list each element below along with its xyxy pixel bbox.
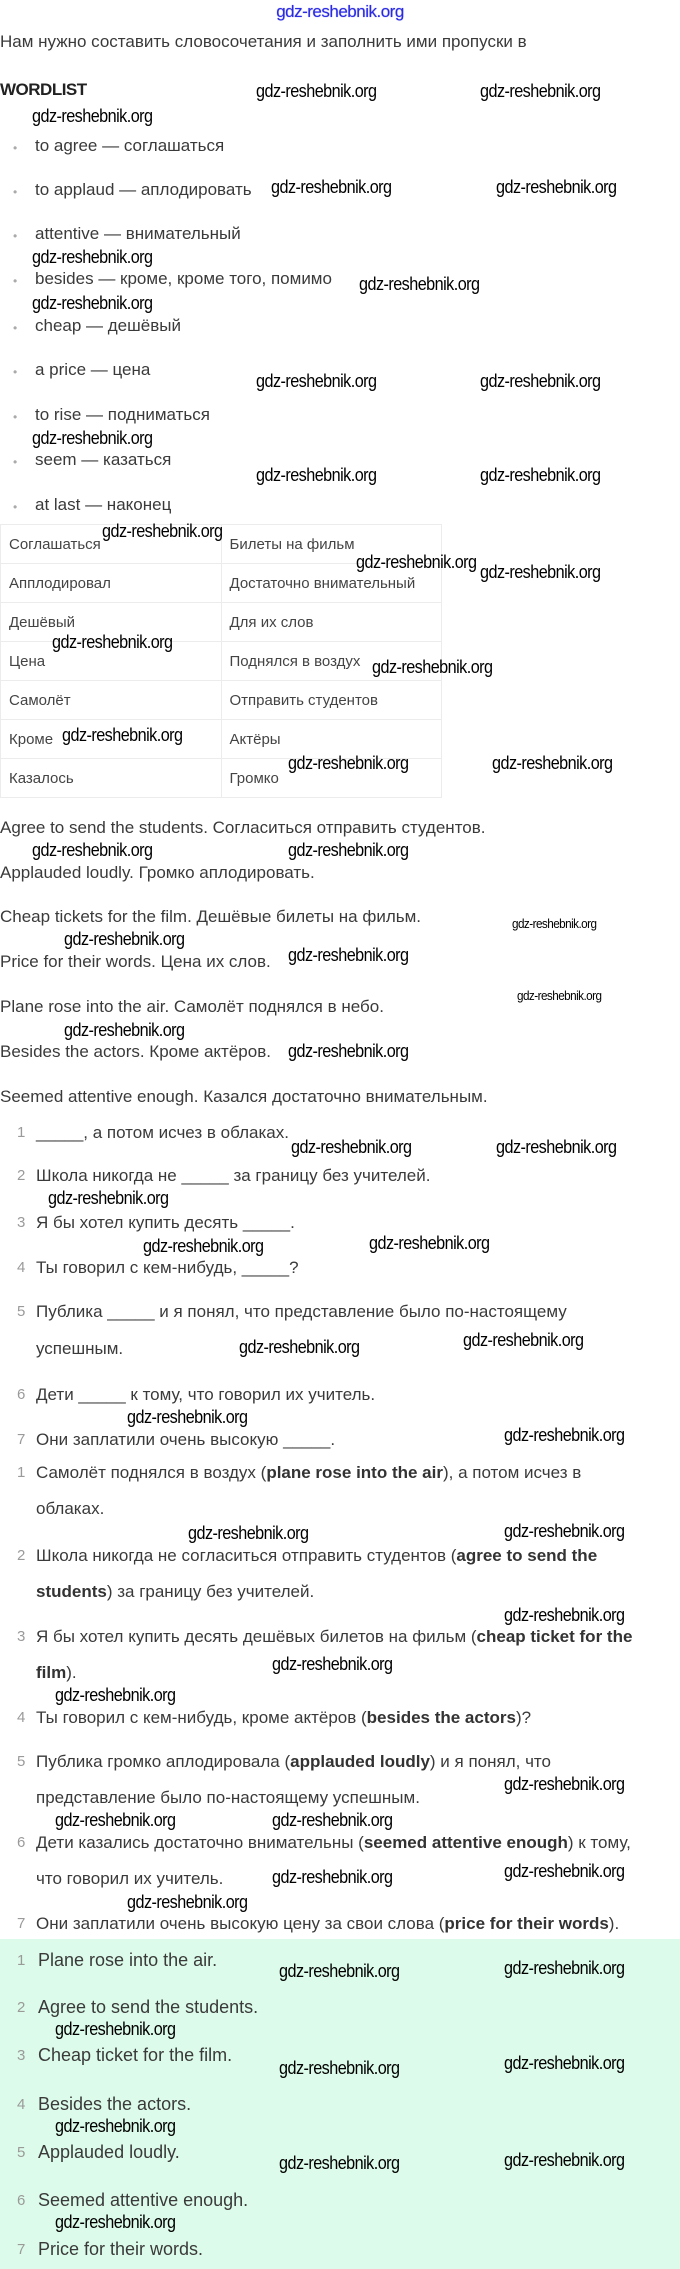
item-number: 2 <box>17 1999 26 2016</box>
wordlist-item: to agree — соглашаться <box>35 136 225 155</box>
answer-line <box>36 1581 314 1603</box>
table-cell <box>1 759 222 798</box>
watermark: gdz-reshebnik.org <box>55 2116 176 2136</box>
wordlist-item: seem — казаться <box>35 450 172 469</box>
watermark: gdz-reshebnik.org <box>143 1236 264 1256</box>
table-cell-text: Кроме <box>9 730 54 748</box>
item-number: 2 <box>17 1167 26 1184</box>
phrase: Price for their words. Цена их слов. <box>0 952 271 971</box>
watermark: gdz-reshebnik.org <box>127 1407 248 1427</box>
wordlist-item: at last — наконец <box>35 495 172 514</box>
answer-text: Дети казались достаточно внимательны ( <box>36 1833 364 1852</box>
table-cell-text: Самолёт <box>9 691 71 709</box>
answer-text: облаках. <box>36 1499 105 1518</box>
watermark: gdz-reshebnik.org <box>32 840 153 860</box>
answer-phrase: applauded loudly <box>290 1752 430 1771</box>
final-answer: Plane rose into the air. <box>38 1950 218 1970</box>
watermark: gdz-reshebnik.org <box>504 1425 625 1445</box>
bullet-icon: • <box>13 455 18 469</box>
watermark: gdz-reshebnik.org <box>512 916 597 931</box>
watermark: gdz-reshebnik.org <box>271 177 392 197</box>
item-number: 2 <box>17 1547 26 1564</box>
exercise-line: Я бы хотел купить десять _____. <box>36 1213 295 1232</box>
final-answer: Besides the actors. <box>38 2094 192 2114</box>
watermark: gdz-reshebnik.org <box>32 247 153 267</box>
answer-text: Школа никогда не согласиться отправить студентов ( <box>36 1546 457 1565</box>
item-number: 3 <box>17 1628 26 1645</box>
answer-text: Самолёт поднялся в воздух ( <box>36 1463 267 1482</box>
answer-phrase: plane rose into the air <box>266 1463 443 1482</box>
answer-text: )? <box>515 1708 532 1727</box>
answer-line <box>36 1868 223 1890</box>
bullet-icon: • <box>13 229 18 243</box>
watermark: gdz-reshebnik.org <box>288 945 409 965</box>
watermark: gdz-reshebnik.org <box>272 1867 393 1887</box>
answer-line <box>36 1662 77 1684</box>
answer-text: представление было по-настоящему успешным. <box>36 1788 420 1807</box>
answer-text: ), а потом исчез в <box>442 1463 582 1482</box>
bullet-icon: • <box>13 185 18 199</box>
answer-text: что говорил их учитель. <box>36 1869 224 1888</box>
watermark: gdz-reshebnik.org <box>480 562 601 582</box>
bullet-icon: • <box>13 321 18 335</box>
answer-line <box>36 1626 632 1648</box>
answer-line <box>36 1462 581 1484</box>
item-number: 4 <box>17 2096 26 2113</box>
table-cell-text: Для их слов <box>229 613 314 631</box>
watermark: gdz-reshebnik.org <box>480 371 601 391</box>
intro-text: Нам нужно составить словосочетания и заполнить ими пропуски в <box>0 32 527 51</box>
item-number: 3 <box>17 1214 26 1231</box>
final-answer: Agree to send the students. <box>38 1997 259 2017</box>
wordlist-title: WORDLIST <box>0 80 87 99</box>
exercise-line: Они заплатили очень высокую _____. <box>36 1430 336 1449</box>
watermark: gdz-reshebnik.org <box>62 725 183 745</box>
item-number: 5 <box>17 1303 26 1320</box>
watermark: gdz-reshebnik.org <box>32 106 153 126</box>
bullet-icon: • <box>13 365 18 379</box>
watermark: gdz-reshebnik.org <box>256 371 377 391</box>
wordlist-item: to rise — подниматься <box>35 405 210 424</box>
answer-phrase: cheap ticket for the <box>476 1627 633 1646</box>
answer-line <box>36 1913 619 1935</box>
watermark: gdz-reshebnik.org <box>48 1188 169 1208</box>
watermark: gdz-reshebnik.org <box>288 840 409 860</box>
watermark: gdz-reshebnik.org <box>504 1861 625 1881</box>
watermark: gdz-reshebnik.org <box>64 929 185 949</box>
final-answer: Seemed attentive enough. <box>38 2190 249 2210</box>
watermark: gdz-reshebnik.org <box>55 1810 176 1830</box>
watermark: gdz-reshebnik.org <box>272 1654 393 1674</box>
exercise-line: Ты говорил с кем-нибудь, _____? <box>36 1258 299 1277</box>
item-number: 4 <box>17 1709 26 1726</box>
watermark: gdz-reshebnik.org <box>492 753 613 773</box>
answer-line <box>36 1832 631 1854</box>
answer-text: ). <box>608 1914 620 1933</box>
table-cell-text: Актёры <box>229 730 281 748</box>
item-number: 5 <box>17 1753 26 1770</box>
table-cell <box>221 603 442 642</box>
watermark: gdz-reshebnik.org <box>504 1605 625 1625</box>
watermark: gdz-reshebnik.org <box>279 2058 400 2078</box>
answer-line <box>36 1751 551 1773</box>
item-number: 7 <box>17 2241 26 2258</box>
watermark: gdz-reshebnik.org <box>239 1337 360 1357</box>
watermark: gdz-reshebnik.org <box>55 2019 176 2039</box>
wordlist-item: attentive — внимательный <box>35 224 241 243</box>
table-cell <box>221 681 442 720</box>
exercise-line: успешным. <box>36 1339 124 1358</box>
watermark: gdz-reshebnik.org <box>504 1521 625 1541</box>
item-number: 7 <box>17 1915 26 1932</box>
final-answer: Cheap ticket for the film. <box>38 2045 233 2065</box>
watermark: gdz-reshebnik.org <box>279 2153 400 2173</box>
watermark: gdz-reshebnik.org <box>279 1961 400 1981</box>
watermark: gdz-reshebnik.org <box>272 1810 393 1830</box>
watermark: gdz-reshebnik.org <box>463 1330 584 1350</box>
wordlist-item: besides — кроме, кроме того, помимо <box>35 269 332 288</box>
table-cell-text: Билеты на фильм <box>229 535 355 553</box>
watermark: gdz-reshebnik.org <box>288 753 409 773</box>
phrase: Besides the actors. Кроме актёров. <box>0 1042 271 1061</box>
answer-phrase: students <box>36 1582 107 1601</box>
watermark: gdz-reshebnik.org <box>256 81 377 101</box>
answer-text: Публика громко аплодировала ( <box>36 1752 291 1771</box>
watermark: gdz-reshebnik.org <box>517 988 602 1003</box>
watermark: gdz-reshebnik.org <box>55 2212 176 2232</box>
watermark: gdz-reshebnik.org <box>127 1892 248 1912</box>
table-cell-text: Апплодировал <box>9 574 111 592</box>
answer-line <box>36 1498 104 1520</box>
final-answer: Price for their words. <box>38 2239 204 2259</box>
exercise-line: Публика _____ и я понял, что представление было по-настоящему <box>36 1302 567 1321</box>
table-cell-text: Поднялся в воздух <box>229 652 361 670</box>
watermark: gdz-reshebnik.org <box>369 1233 490 1253</box>
item-number: 6 <box>17 2192 26 2209</box>
watermark: gdz-reshebnik.org <box>504 2053 625 2073</box>
answer-text: Они заплатили очень высокую цену за свои слова ( <box>36 1914 445 1933</box>
answer-text: ) и я понял, что <box>429 1752 551 1771</box>
watermark: gdz-reshebnik.org <box>288 1041 409 1061</box>
table-cell <box>1 564 222 603</box>
table-cell-text: Соглашаться <box>9 535 101 553</box>
bullet-icon: • <box>13 500 18 514</box>
watermark: gdz-reshebnik.org <box>32 293 153 313</box>
wordlist-item: cheap — дешёвый <box>35 316 181 335</box>
phrase: Applauded loudly. Громко аплодировать. <box>0 863 315 882</box>
watermark: gdz-reshebnik.org <box>504 2150 625 2170</box>
answer-phrase: price for their words <box>444 1914 609 1933</box>
watermark: gdz-reshebnik.org <box>188 1523 309 1543</box>
answer-line <box>36 1787 420 1809</box>
site-link[interactable]: gdz-reshebnik.org <box>276 2 404 21</box>
answer-text: ) к тому, <box>567 1833 631 1852</box>
answer-text: ). <box>66 1663 77 1682</box>
wordlist-item: a price — цена <box>35 360 151 379</box>
watermark: gdz-reshebnik.org <box>372 657 493 677</box>
phrase: Plane rose into the air. Самолёт поднялся в небо. <box>0 997 384 1016</box>
answer-text: ) за границу без учителей. <box>106 1582 315 1601</box>
watermark: gdz-reshebnik.org <box>356 552 477 572</box>
item-number: 5 <box>17 2144 26 2161</box>
phrase: Cheap tickets for the film. Дешёвые билеты на фильм. <box>0 907 422 926</box>
bullet-icon: • <box>13 410 18 424</box>
item-number: 6 <box>17 1834 26 1851</box>
site-link-row <box>0 1 680 23</box>
watermark: gdz-reshebnik.org <box>504 1958 625 1978</box>
answer-text: Ты говорил с кем-нибудь, кроме актёров ( <box>36 1708 367 1727</box>
watermark: gdz-reshebnik.org <box>32 428 153 448</box>
table-cell-text: Цена <box>9 652 46 670</box>
item-number: 1 <box>17 1464 26 1481</box>
table-cell-text: Громко <box>229 769 279 787</box>
item-number: 1 <box>17 1952 26 1969</box>
bullet-icon: • <box>13 274 18 288</box>
phrase: Seemed attentive enough. Казался достаточно внимательным. <box>0 1087 488 1106</box>
bullet-icon: • <box>13 141 18 155</box>
item-number: 1 <box>17 1124 26 1141</box>
answer-phrase: besides the actors <box>366 1708 516 1727</box>
table-cell-text: Дешёвый <box>9 613 76 631</box>
phrase: Agree to send the students. Согласиться отправить студентов. <box>0 818 486 837</box>
item-number: 7 <box>17 1431 26 1448</box>
table-cell <box>1 681 222 720</box>
watermark: gdz-reshebnik.org <box>102 521 223 541</box>
table-row <box>1 681 442 720</box>
final-answer: Applauded loudly. <box>38 2142 180 2162</box>
watermark: gdz-reshebnik.org <box>496 1137 617 1157</box>
item-number: 4 <box>17 1259 26 1276</box>
watermark: gdz-reshebnik.org <box>480 81 601 101</box>
watermark: gdz-reshebnik.org <box>496 177 617 197</box>
table-cell-text: Достаточно внимательный <box>229 574 416 592</box>
watermark: gdz-reshebnik.org <box>291 1137 412 1157</box>
wordlist-item: to applaud — аплодировать <box>35 180 252 199</box>
table-cell-text: Отправить студентов <box>229 691 378 709</box>
watermark: gdz-reshebnik.org <box>359 274 480 294</box>
exercise-line: Школа никогда не _____ за границу без учителей. <box>36 1166 431 1185</box>
watermark: gdz-reshebnik.org <box>504 1774 625 1794</box>
watermark: gdz-reshebnik.org <box>64 1020 185 1040</box>
watermark: gdz-reshebnik.org <box>256 465 377 485</box>
watermark: gdz-reshebnik.org <box>55 1685 176 1705</box>
watermark: gdz-reshebnik.org <box>52 632 173 652</box>
table-cell-text: Казалось <box>9 769 74 787</box>
answer-line <box>36 1707 531 1729</box>
answer-phrase: seemed attentive enough <box>363 1833 568 1852</box>
item-number: 6 <box>17 1386 26 1403</box>
answer-line <box>36 1545 597 1567</box>
answer-phrase: film <box>36 1663 67 1682</box>
watermark: gdz-reshebnik.org <box>480 465 601 485</box>
item-number: 3 <box>17 2047 26 2064</box>
exercise-line: Дети _____ к тому, что говорил их учитель. <box>36 1385 376 1404</box>
answer-phrase: agree to send the <box>456 1546 598 1565</box>
exercise-line: _____, а потом исчез в облаках. <box>36 1123 289 1142</box>
answer-text: Я бы хотел купить десять дешёвых билетов на фильм ( <box>36 1627 477 1646</box>
